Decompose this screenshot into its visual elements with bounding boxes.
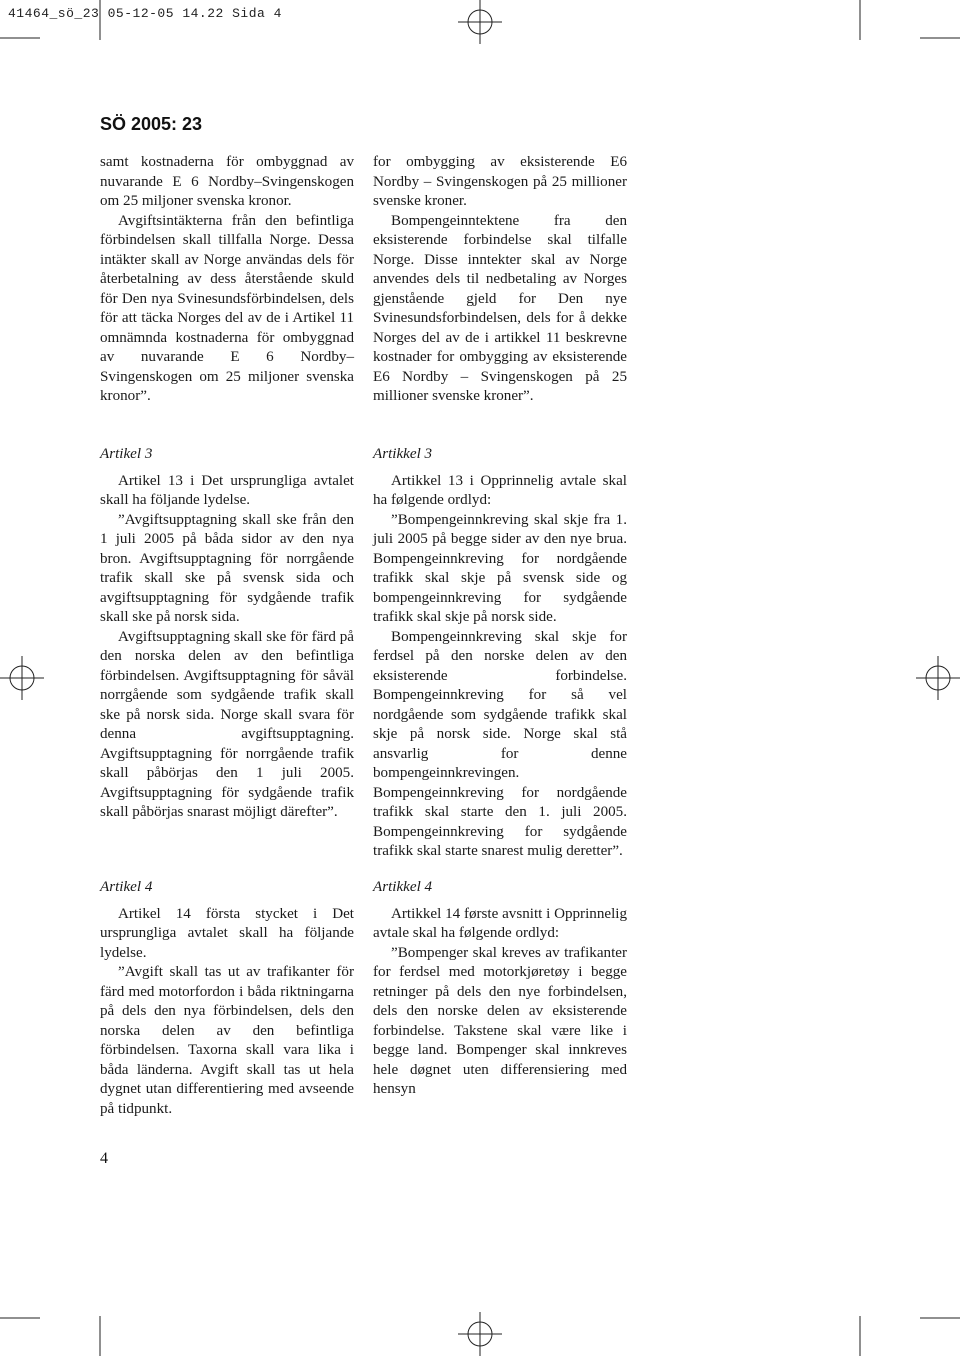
article-paragraph: Artikel 14 första stycket i Det ursprungliga avtalet skall ha följande lydelse. — [100, 905, 354, 961]
norwegian-article-4 — [373, 878, 627, 1100]
article-paragraph: ”Avgiftsupptagning skall ske från den 1 juli 2005 på båda sidor av den nya bron. Avgiftsupptagning för norrgående trafik skall ske på svensk sida och avgiftsupptagning för sydgående trafik skall ske på norsk sida. — [100, 511, 354, 625]
swedish-article-4 — [100, 878, 354, 1119]
article-paragraph: ”Bompenger skal kreves av trafikanter for ferdsel med motorkjøretøy i begge retninger på dels den nye forbindelsen, dels den norske delen av eksisterende forbindelse. Takstene skal være like i begge land. Bompenger skal innkreves hele døgnet uten differensiering med hensyn — [373, 944, 627, 1097]
swedish-intro-paragraph: Avgiftsintäkterna från den befintliga förbindelsen skall tillfalla Norge. Dessa intäkter skall av Norge användas dels för återbetalning av dess återstående skuld för Den nya Svinesundsförbindelsen, dels för att täcka Norges del av de i Artikel 11 omnämnda kostnaderna för ombyggnad av nuvarande E 6 Nordby–Svingenskogen om 25 miljoner svenska kronor”. — [100, 212, 354, 404]
swedish-article-3 — [100, 445, 354, 823]
article-paragraph: Avgiftsupptagning skall ske för färd på den norska delen av den befintliga förbindelsen. Avgiftsupptagning för såväl norrgående som sydgående trafik skall ske på norsk sida. Norge skall svara för denna avgiftsupptagning. Avgiftsupptagning för norrgående trafik skall påbörjas den 1 juli 2005. Avgiftsupptagning för sydgående trafik skall påbörjas snarast möjligt därefter”. — [100, 628, 354, 820]
article-paragraph: ”Bompengeinnkreving skal skje fra 1. juli 2005 på begge sider av den nye brua. Bompengeinnkreving for nordgående trafikk skal skje på svensk side og bompengeinnkreving for sydgående trafikk skal skje på norsk side. — [373, 511, 627, 625]
article-heading: Artikkel 4 — [373, 879, 433, 895]
swedish-intro-paragraph: samt kostnaderna för ombyggnad av nuvarande E 6 Nordby–Svingenskogen om 25 miljoner svenska kronor. — [100, 154, 354, 209]
article-heading: Artikel 3 — [100, 446, 153, 462]
print-slug-line: 41464_sö_23 05-12-05 14.22 Sida 4 — [8, 6, 282, 21]
article-paragraph: ”Avgift skall tas ut av trafikanter för färd med motorfordon i båda riktningarna på dels den nya förbindelsen, dels den norska delen av den befintliga förbindelsen. Taxorna skall vara lika i båda länderna. Avgift skall tas ut hela dygnet utan differentiering med avseende på tidpunkt. — [100, 964, 354, 1117]
swedish-column — [100, 153, 354, 407]
article-paragraph: Artikkel 13 i Opprinnelig avtale skal ha følgende ordlyd: — [373, 472, 627, 508]
article-heading: Artikkel 3 — [373, 446, 433, 462]
article-paragraph: Artikkel 14 første avsnitt i Opprinnelig avtale skal ha følgende ordlyd: — [373, 905, 628, 941]
document-heading: SÖ 2005: 23 — [100, 114, 203, 134]
article-heading: Artikel 4 — [100, 879, 153, 895]
norwegian-intro-paragraph: Bompengeinntektene fra den eksisterende forbindelse skal tilfalle Norge. Disse inntekter skal av Norge anvendes dels til nedbetaling av Norges gjenstående gjeld for Den nye Svinesundsforbindelsen, dels for å dekke Norges del av de i artikkel 11 beskrevne kostnader for ombygging av eksisterende E6 Nordby – Svingenskogen på 25 millioner svenske kroner”. — [373, 212, 627, 404]
norwegian-article-3 — [373, 445, 627, 862]
article-paragraph: Artikel 13 i Det ursprungliga avtalet skall ha följande lydelse. — [100, 472, 354, 508]
article-paragraph: Bompengeinnkreving skal skje for ferdsel på den norske delen av den eksisterende forbindelse. Bompengeinnkreving for så vel nordgående som sydgående trafikk skal skje på norsk side. Norge skal stå ansvarlig for denne bompengeinnkrevingen. Bompengeinnkreving for nordgående trafikk skal starte den 1. juli 2005. Bompengeinnkreving for sydgående trafikk skal starte snarest mulig deretter”. — [373, 628, 627, 859]
norwegian-column — [373, 153, 627, 407]
page-number: 4 — [100, 1150, 108, 1167]
norwegian-intro-paragraph: for ombygging av eksisterende E6 Nordby – Svingenskogen på 25 millioner svenske kroner. — [373, 154, 627, 209]
